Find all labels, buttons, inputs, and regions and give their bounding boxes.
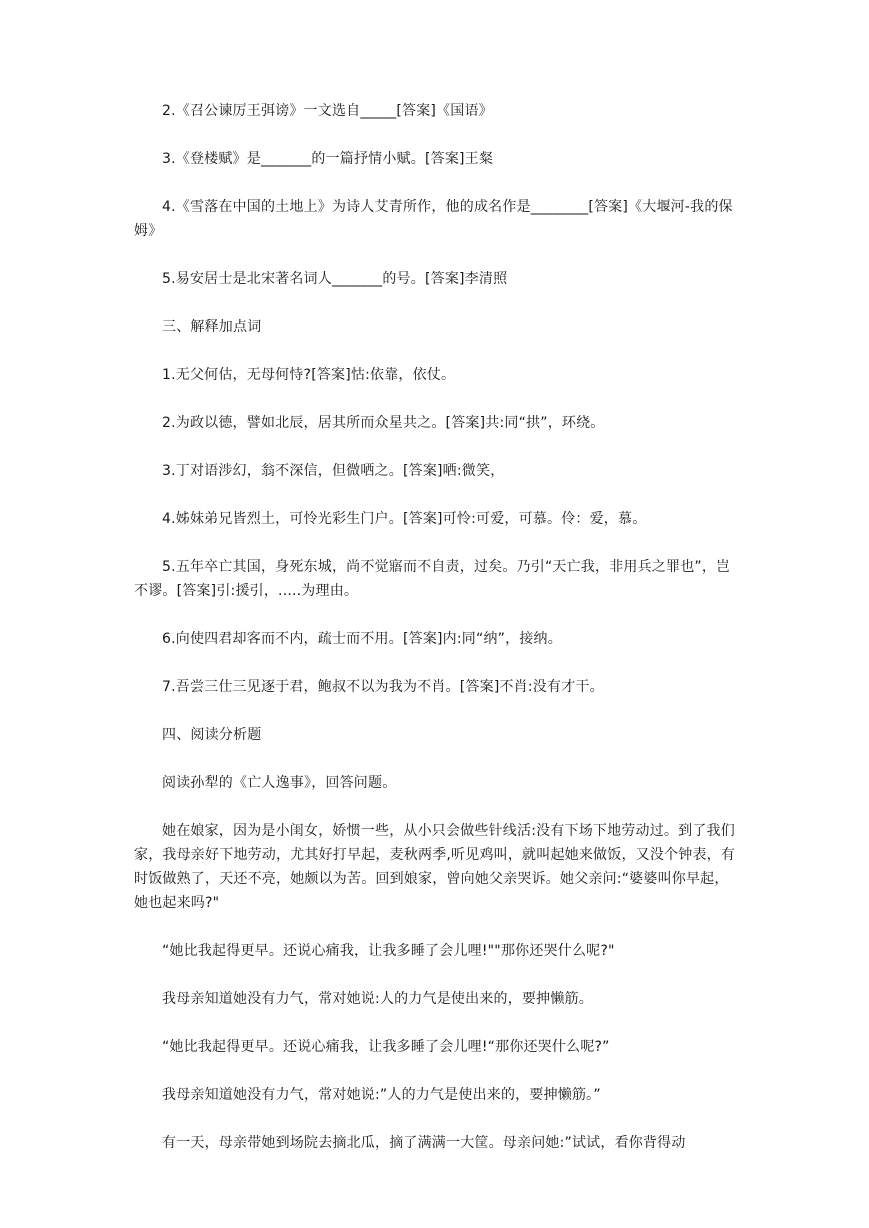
reading-passage-paragraph: 我母亲知道她没有力气，常对她说:人的力气是使出来的，要抻懒筋。 <box>162 991 593 1007</box>
section-heading-reading: 四、阅读分析题 <box>162 727 262 743</box>
question-explain-4: 4.姊妹弟兄皆烈土，可怜光彩生门户。[答案]可怜:可爱，可慕。伶：爱，慕。 <box>162 511 647 527</box>
question-explain-7: 7.吾尝三仕三见逐于君，鲍叔不以为我为不肖。[答案]不肖:没有才干。 <box>162 679 604 695</box>
question-explain-3: 3.丁对语涉幻，翁不深信，但微哂之。[答案]哂:微笑， <box>162 463 505 479</box>
question-fill-blank-5: 5.易安居士是北宋著名词人_______的号。[答案]李清照 <box>162 271 508 287</box>
reading-instruction: 阅读孙犁的《亡人逸事》，回答问题。 <box>162 775 397 791</box>
question-fill-blank-3: 3.《登楼赋》是_______的一篇抒情小赋。[答案]王粲 <box>162 151 494 167</box>
question-explain-6: 6.向使四君却客而不内，疏士而不用。[答案]内:同“纳”，接纳。 <box>162 631 562 647</box>
question-fill-blank-4: 4.《雪落在中国的土地上》为诗人艾青所作，他的成名作是________[答案]《大堰河-我的保姆》 <box>134 199 733 239</box>
reading-passage-paragraph: 我母亲知道她没有力气，常对她说:”人的力气是使出来的，要抻懒筋。” <box>162 1087 601 1103</box>
document-body <box>134 99 738 1179</box>
section-heading-explain-words: 三、解释加点词 <box>162 319 262 335</box>
question-fill-blank-2: 2.《召公谏厉王弭谤》一文选自_____[答案]《国语》 <box>162 103 493 119</box>
reading-passage-paragraph: “她比我起得更早。还说心痛我，让我多睡了会儿哩!""那你还哭什么呢?" <box>162 943 615 959</box>
question-explain-2: 2.为政以德，譬如北辰，居其所而众星共之。[答案]共:同“拱”，环绕。 <box>162 415 605 431</box>
question-explain-5: 5.五年卒亡其国，身死东城，尚不觉寤而不自责，过矣。乃引“天亡我，非用兵之罪也”，岂不谬。[答案]引:援引，.....为理由。 <box>134 559 731 599</box>
question-explain-1: 1.无父何估，无母何恃?[答案]怙:依靠，依仗。 <box>162 367 456 383</box>
reading-passage-paragraph: 有一天，母亲带她到场院去摘北瓜，摘了满满一大筐。母亲问她:”试试，看你背得动 <box>162 1135 686 1151</box>
reading-passage-paragraph: 她在娘家，因为是小闺女，娇惯一些，从小只会做些针线活:没有下场下地劳动过。到了我们家，我母亲好下地劳动，尤其好打早起，麦秋两季,听见鸡叫，就叫起她来做饭，又没个钟表，有时饭做熟了，天还不亮，她颇以为苦。回到娘家，曾向她父亲哭诉。她父亲问:“婆婆叫你早起，她也起来吗?" <box>134 823 736 911</box>
reading-passage-paragraph: “她比我起得更早。还说心痛我，让我多睡了会儿哩!“那你还哭什么呢?” <box>162 1039 610 1055</box>
